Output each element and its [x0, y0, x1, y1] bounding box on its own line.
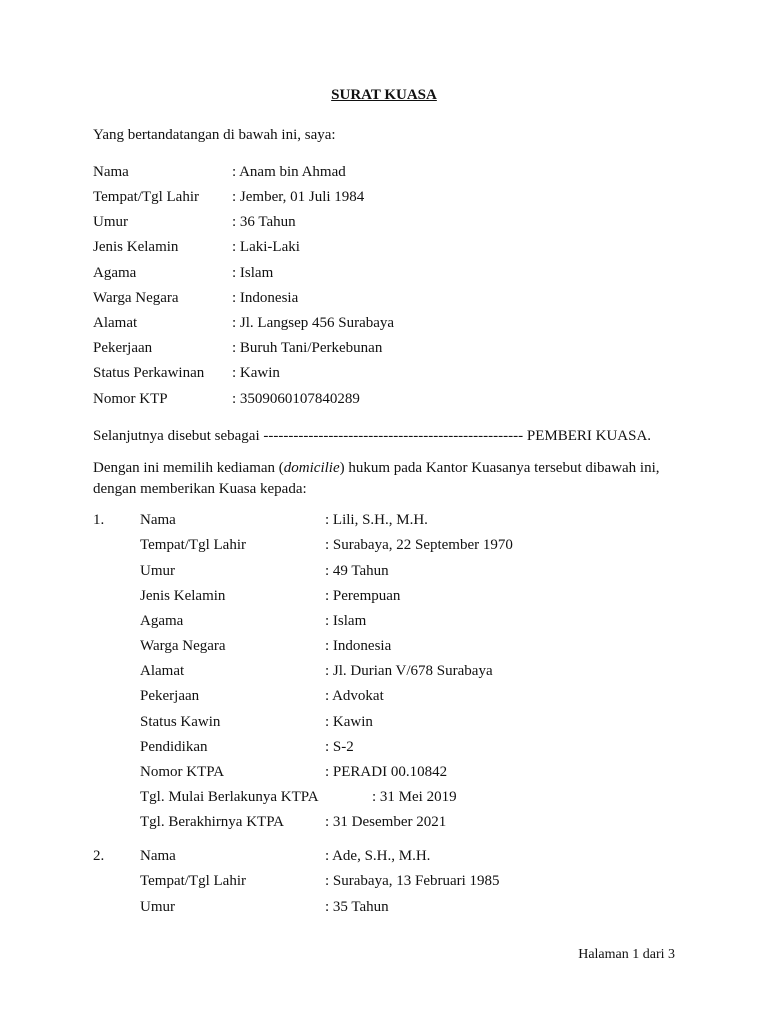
domicilie-italic: domicilie [283, 460, 340, 476]
field-label: Agama [93, 265, 137, 281]
field-label: Status Kawin [140, 714, 221, 730]
field-value: : 31 Desember 2021 [325, 814, 447, 830]
list-number: 2. [93, 848, 105, 864]
field-label: Nomor KTP [93, 391, 168, 407]
field-label: Nomor KTPA [140, 764, 225, 780]
field-value: : Surabaya, 22 September 1970 [325, 537, 513, 553]
pemberi-kuasa-line: Selanjutnya disebut sebagai ---------------------------------------------------- PEMBERI KUASA. [93, 428, 652, 444]
field-label: Tempat/Tgl Lahir [93, 189, 199, 205]
field-value: : Perempuan [325, 588, 401, 604]
field-label: Umur [93, 214, 128, 230]
field-label: Status Perkawinan [93, 365, 205, 381]
field-label: Alamat [140, 663, 185, 679]
field-value: : 49 Tahun [325, 563, 389, 579]
field-value: : Indonesia [232, 290, 299, 306]
field-label: Tgl. Berakhirnya KTPA [140, 814, 285, 830]
list-number: 1. [93, 512, 105, 528]
field-value: : S-2 [325, 739, 354, 755]
field-value: : Lili, S.H., M.H. [325, 512, 428, 528]
field-label: Pekerjaan [140, 688, 200, 704]
field-value: : Advokat [325, 688, 384, 704]
domicilie-text-after: ) hukum pada Kantor Kuasanya tersebut dibawah ini, dengan memberikan Kuasa kepada: [93, 460, 660, 497]
field-label: Nama [140, 848, 176, 864]
field-value: : Islam [232, 265, 274, 281]
field-value: : Anam bin Ahmad [232, 164, 346, 180]
field-value: : Jember, 01 Juli 1984 [232, 189, 365, 205]
field-value: : Buruh Tani/Perkebunan [232, 340, 383, 356]
domicilie-text-before: Dengan ini memilih kediaman ( [93, 460, 284, 476]
field-label: Warga Negara [140, 638, 226, 654]
field-label: Tempat/Tgl Lahir [140, 873, 246, 889]
field-value: : Islam [325, 613, 367, 629]
domicilie-paragraph [93, 458, 683, 500]
field-value: : 3509060107840289 [232, 391, 360, 407]
field-label: Nama [93, 164, 129, 180]
field-value: : Kawin [232, 365, 280, 381]
field-value: : Indonesia [325, 638, 392, 654]
field-label: Umur [140, 899, 175, 915]
field-label: Jenis Kelamin [93, 239, 179, 255]
field-value: : Kawin [325, 714, 373, 730]
field-label: Umur [140, 563, 175, 579]
field-label: Nama [140, 512, 176, 528]
field-label: Pekerjaan [93, 340, 153, 356]
intro-text: Yang bertandatangan di bawah ini, saya: [93, 127, 336, 143]
field-value: : 36 Tahun [232, 214, 296, 230]
field-value: : 31 Mei 2019 [372, 789, 457, 805]
page-number: Halaman 1 dari 3 [578, 947, 675, 962]
field-value: : 35 Tahun [325, 899, 389, 915]
field-label: Jenis Kelamin [140, 588, 226, 604]
field-value: : Jl. Langsep 456 Surabaya [232, 315, 395, 331]
field-value: : Ade, S.H., M.H. [325, 848, 431, 864]
field-label: Agama [140, 613, 184, 629]
field-label: Alamat [93, 315, 138, 331]
document-title: SURAT KUASA [331, 87, 437, 103]
field-label: Warga Negara [93, 290, 179, 306]
field-value: : PERADI 00.10842 [325, 764, 448, 780]
field-value: : Laki-Laki [232, 239, 300, 255]
field-value: : Surabaya, 13 Februari 1985 [325, 873, 500, 889]
field-label: Tgl. Mulai Berlakunya KTPA [140, 789, 319, 805]
field-label: Pendidikan [140, 739, 208, 755]
field-label: Tempat/Tgl Lahir [140, 537, 246, 553]
field-value: : Jl. Durian V/678 Surabaya [325, 663, 493, 679]
